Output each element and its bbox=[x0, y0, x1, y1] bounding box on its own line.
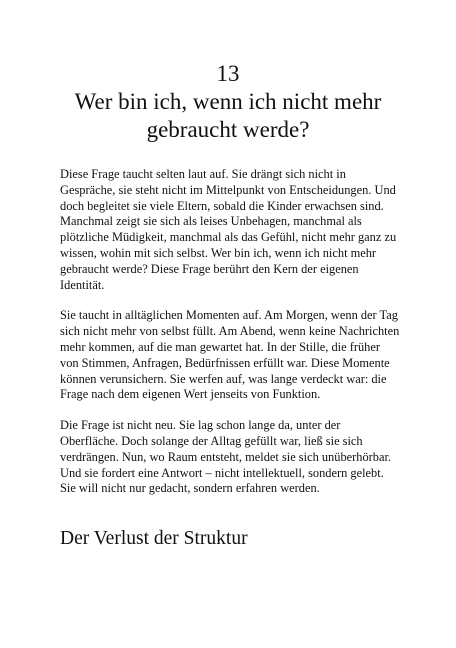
chapter-body bbox=[60, 167, 400, 512]
section-heading: Der Verlust der Struktur bbox=[60, 528, 248, 549]
chapter-title: Wer bin ich, wenn ich nicht mehr gebraucht werde? bbox=[74, 89, 382, 142]
chapter-number: 13 bbox=[216, 61, 240, 86]
paragraph-3: Die Frage ist nicht neu. Sie lag schon lange da, unter der Oberfläche. Doch solange der Alltag gefüllt war, ließ sie sich verdrängen. Nun, wo Raum entsteht, meldet sie sich unüberhörbar. Und sie fordert eine Antwort – nicht intellektuell, sondern gelebt. Sie will nicht nur gedacht, sondern erfahren werden. bbox=[60, 418, 392, 496]
paragraph-2: Sie taucht in alltäglichen Momenten auf. Am Morgen, wenn der Tag sich nicht mehr von selbst füllt. Am Abend, wenn keine Nachrichten mehr kommen, auf die man gewartet hat. In der Stille, die früher von Stimmen, Anfragen, Bedürfnissen erfüllt war. Diese Momente können verunsichern. Sie werfen auf, was lange verdeckt war: die Frage nach dem eigenen Wert jenseits von Funktion. bbox=[60, 308, 400, 402]
paragraph-1: Diese Frage taucht selten laut auf. Sie drängt sich nicht in Gespräche, sie steht nicht im Mittelpunkt von Entscheidungen. Und doch begleitet sie viele Eltern, sobald die Kinder erwachsen sind. Manchmal zeigt sie sich als leises Unbehagen, manchmal als plötzliche Müdigkeit, manchmal als das Gefühl, nicht mehr ganz zu wissen, wohin mit sich selbst. Wer bin ich, wenn ich nicht mehr gebraucht werde? Diese Frage berührt den Kern der eigenen Identität. bbox=[60, 167, 397, 292]
